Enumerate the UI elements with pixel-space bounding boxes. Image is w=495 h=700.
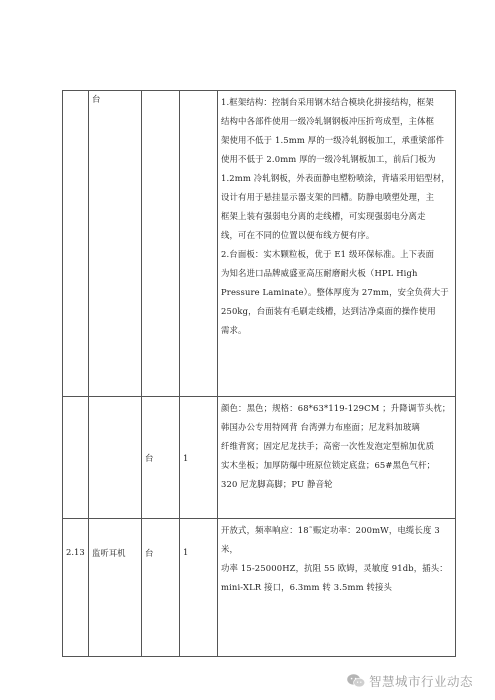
cell-number xyxy=(63,91,89,397)
spec-line: 设计有用于悬挂显示器支架的凹槽。防静电喷塑处理，主 xyxy=(221,192,435,202)
watermark-text: 智慧城市行业动态 xyxy=(368,674,473,689)
item-name: 监听耳机 xyxy=(92,548,126,558)
cell-unit-spill xyxy=(89,91,142,397)
spec-line: 韩国办公专用特网背 台湾弹力布座面；尼龙料加玻璃 xyxy=(221,422,420,432)
spec-line: 实木坐板；加厚防爆中班原位锁定底盘；65#黑色气杆； xyxy=(221,460,436,470)
spec-line: 需求。 xyxy=(221,325,247,335)
unit-text: 台 xyxy=(92,94,101,104)
cell-number xyxy=(63,519,89,657)
watermark xyxy=(346,672,473,690)
spec-paragraph xyxy=(221,399,452,494)
cell-spec-chair xyxy=(218,397,456,519)
spec-paragraph xyxy=(221,93,452,340)
spec-line: 使用不低于 2.0mm 厚的一级冷轧钢板加工，前后门板为 xyxy=(221,154,436,164)
spec-line: 框架上装有强弱电分离的走线槽，可实现强弱电分离走 xyxy=(221,211,426,221)
cell-unit xyxy=(142,519,180,657)
spec-line: 开放式，频率响应：18˜赈定功率：200mW，电缆长度 3 米， xyxy=(221,525,440,554)
spec-line: 为知名进口品牌威盛亚高压耐磨耐火板（HPL High xyxy=(221,268,418,278)
cell-empty-a xyxy=(142,91,180,397)
spec-line: mini-XLR 接口，6.3mm 转 3.5mm 转接头 xyxy=(221,582,393,592)
qty-text: 1 xyxy=(183,547,189,557)
spec-line: Pressure Laminate）。整体厚度为 27mm，安全负荷大于 xyxy=(221,287,449,297)
spec-line: 250kg，台面装有毛刷走线槽，达到洁净桌面的操作使用 xyxy=(221,306,436,316)
spec-line: 纤维背窝；固定尼龙扶手；高密一次性发泡定型棉加优质 xyxy=(221,441,435,451)
cell-number xyxy=(63,397,89,519)
spec-line: 320 尼龙脚高脚；PU 静音轮 xyxy=(221,479,333,489)
spec-table xyxy=(62,90,456,657)
table-row-headphones xyxy=(63,519,456,657)
item-number: 2.13 xyxy=(66,547,85,557)
spec-line: 颜色：黑色；规格：68*63*119-129CM ；升降调节头枕； xyxy=(221,403,451,413)
cell-qty xyxy=(180,519,218,657)
spec-paragraph xyxy=(221,521,452,597)
cell-unit xyxy=(142,397,180,519)
cell-empty-b xyxy=(180,91,218,397)
unit-text: 台 xyxy=(145,452,154,463)
spec-line: 2.台面板：实木颗粒板，优于 E1 级环保标准。上下表面 xyxy=(221,249,435,259)
qty-text: 1 xyxy=(183,452,189,463)
cell-name xyxy=(89,397,142,519)
spec-line: 结构中各部件使用一级冷轧钢钢板冲压折弯成型，主体框 xyxy=(221,116,435,126)
wechat-icon xyxy=(346,673,366,689)
cell-spec-headphones xyxy=(218,519,456,657)
spec-line: 1.框架结构：控制台采用钢木结合模块化拼接结构，框架 xyxy=(221,97,434,107)
table-row-console xyxy=(63,91,456,397)
spec-line: 架使用不低于 1.5mm 厚的一级冷轧钢板加工，承重梁部件 xyxy=(221,135,445,145)
unit-text: 台 xyxy=(145,548,154,558)
cell-qty xyxy=(180,397,218,519)
cell-name xyxy=(89,519,142,657)
spec-line: 线，可在不同的位置以便布线方便有序。 xyxy=(221,230,375,240)
cell-spec-console xyxy=(218,91,456,397)
spec-line: 功率 15-25000HZ，抗阻 55 欧姆，灵敏度 91db，插头： xyxy=(221,563,448,573)
spec-line: 1.2mm 冷轧钢板，外表面静电塑粉喷涂，背墙采用铝型材， xyxy=(221,173,450,183)
table-row-chair xyxy=(63,397,456,519)
